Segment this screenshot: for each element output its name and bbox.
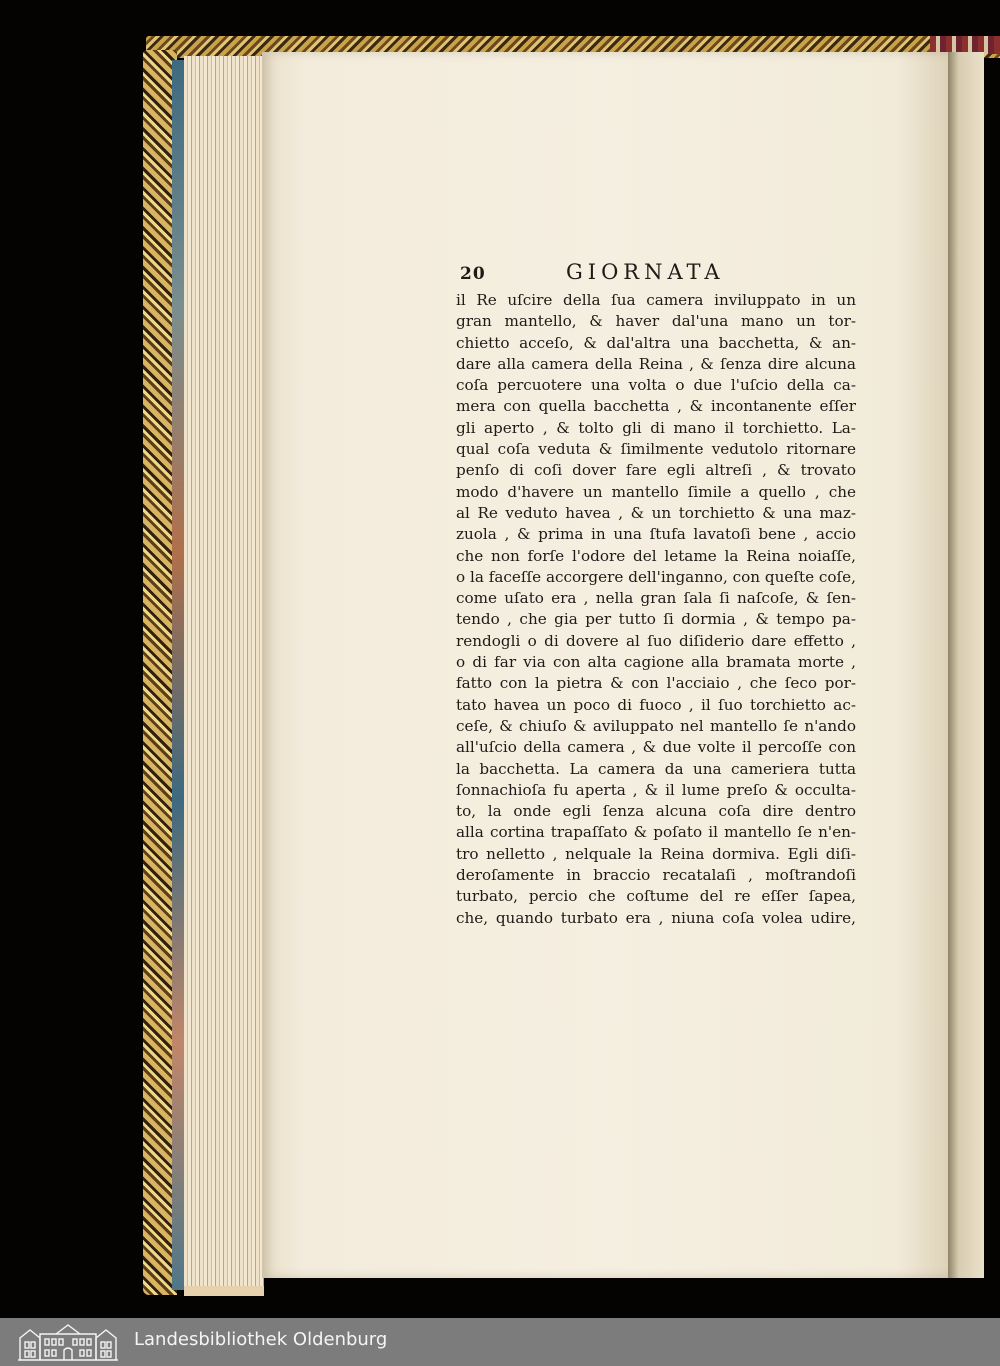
text-line: ceſe, & chiuſo & aviluppato nel mantello ſe n'ando [456, 716, 856, 735]
text-line: come uſato era , nella gran ſala ſi naſcoſe, & ſen- [456, 589, 856, 608]
text-line: mera con quella bacchetta , & incontanente eſſer [456, 397, 856, 416]
text-line: tro nelletto , nelquale la Reina dormiva. Egli diſi- [456, 844, 856, 863]
text-line: che non forſe l'odore del letame la Reina noiaſſe, [456, 546, 856, 565]
text-line: gran mantello, & haver dal'una mano un tor- [456, 312, 856, 331]
text-line: to, la onde egli ſenza alcuna coſa dire dentro [456, 802, 856, 821]
page-stack-edges [184, 56, 264, 1296]
text-line: chietto acceſo, & dal'altra una bacchetta, & an- [456, 333, 856, 352]
text-line: dare alla camera della Reina , & ſenza dire alcuna [456, 354, 856, 373]
text-line: la bacchetta. La camera da una cameriera tutta [456, 759, 856, 778]
text-line: qual coſa veduta & ſimilmente vedutolo ritornare [456, 440, 856, 459]
text-line: modo d'havere un mantello ſimile a quello , che [456, 482, 856, 501]
text-line: ſonnachioſa fu aperta , & il lume preſo & occulta- [456, 780, 856, 799]
page-header [456, 260, 876, 288]
library-name: Landesbibliothek Oldenburg [134, 1329, 388, 1350]
text-line: che, quando turbato era , niuna coſa volea udire, [456, 908, 856, 927]
text-line: all'uſcio della camera , & due volte il percoſſe con [456, 738, 856, 757]
library-building-icon [16, 1322, 120, 1362]
text-line: al Re veduto havea , & un torchietto & una maz- [456, 503, 856, 522]
text-line: coſa percuotere una volta o due l'uſcio della ca- [456, 376, 856, 395]
text-line: o la faceſſe accorgere dell'inganno, con queſte coſe, [456, 567, 856, 586]
text-line: rendogli o di dovere al ſuo diſiderio dare effetto , [456, 631, 856, 650]
text-line: gli aperto , & tolto gli di mano il torchietto. La- [456, 418, 856, 437]
text-line: tendo , che gia per tutto ſi dormia , & tempo pa- [456, 610, 856, 629]
facing-page-edge [948, 52, 984, 1278]
text-line: fatto con la pietra & con l'acciaio , che ſeco por- [456, 674, 856, 693]
footer-bar [0, 1318, 1000, 1366]
page-text-block [456, 260, 876, 929]
text-line: zuola , & prima in una ſtufa lavatoſi bene , accio [456, 525, 856, 544]
text-line: o di far via con alta cagione alla bramata morte , [456, 653, 856, 672]
page-number: 20 [460, 264, 486, 284]
text-line: alla cortina trapaſſato & poſato il mantello ſe n'en- [456, 823, 856, 842]
body-text [456, 290, 876, 929]
text-line: penſo di coſi dover fare egli altreſi , & trovato [456, 461, 856, 480]
running-head: GIORNATA [566, 260, 725, 284]
text-line: deroſamente in braccio recatalaſi , moſtrandoſi [456, 866, 856, 885]
text-line: il Re uſcire della ſua camera inviluppato in un [456, 291, 856, 309]
text-line: tato havea un poco di fuoco , il ſuo torchietto ac- [456, 695, 856, 714]
text-line: turbato, percio che coſtume del re eſſer ſapea, [456, 887, 856, 906]
